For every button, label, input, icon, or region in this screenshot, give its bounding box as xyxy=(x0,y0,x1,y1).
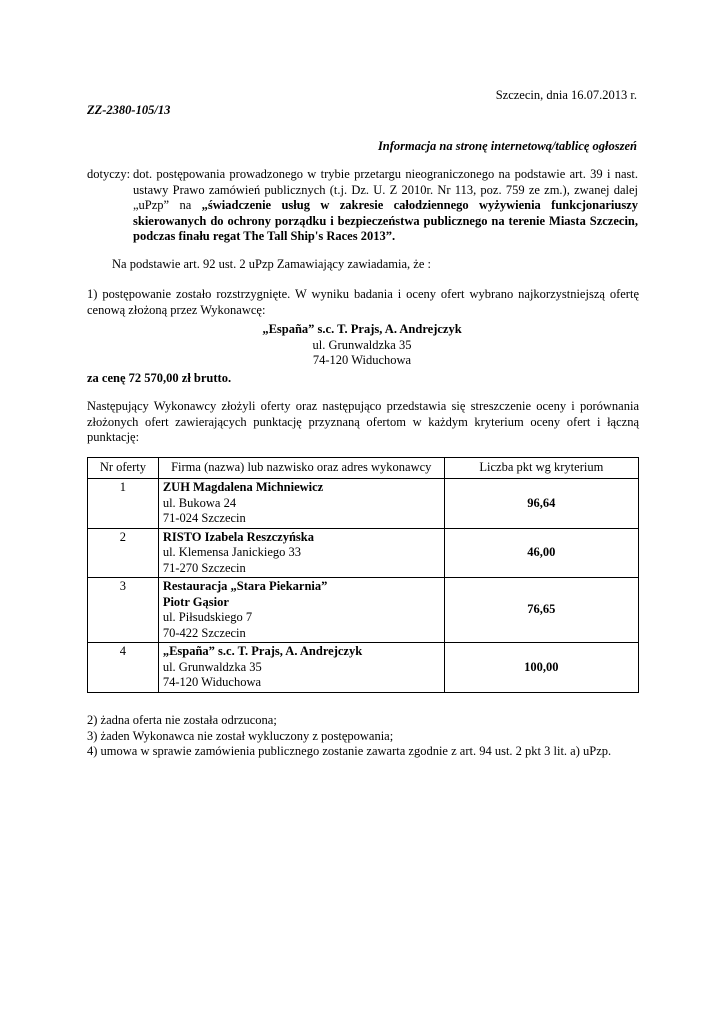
firm-owner: Piotr Gąsior xyxy=(162,594,229,609)
table-row xyxy=(88,528,639,578)
note-2: 2) żadna oferta nie została odrzucona; xyxy=(87,713,277,727)
offer-nr: 4 xyxy=(88,643,159,693)
offer-points: 96,64 xyxy=(444,479,638,529)
winner-name: „España” s.c. T. Prajs, A. Andrejczyk xyxy=(262,322,462,336)
offer-nr: 1 xyxy=(88,479,159,529)
legal-basis: Na podstawie art. 92 ust. 2 uPzp Zamawiający zawiadamia, że : xyxy=(112,257,431,271)
firm-city: 70-422 Szczecin xyxy=(162,625,246,640)
offer-firm xyxy=(158,528,444,578)
offer-points: 46,00 xyxy=(444,528,638,578)
dotyczy-subject: „świadczenie usług w zakresie całodziennego wyżywienia funkcjonariuszy skierowanych do ochrony porządku i bezpieczeństwa publicznego na terenie Miasta Szczecin, podczas finału regat The Tall Ship's Races 2013”. xyxy=(133,198,638,243)
winner-city: 74-120 Widuchowa xyxy=(312,353,412,367)
firm-name: ZUH Magdalena Michniewicz xyxy=(162,480,324,494)
dotyczy-plain: dot. postępowania prowadzonego w trybie przetargu nieograniczonego na podstawie art. 39 i nast. ustawy Prawo zamówień publicznych (t.j. Dz. U. Z 2010r. Nr 113, poz. 759 ze zm.), zwanej dalej „uPzp” na xyxy=(133,167,638,212)
offer-firm xyxy=(158,479,444,529)
reference-number: ZZ-2380-105/13 xyxy=(87,103,171,117)
dotyczy-text xyxy=(133,167,638,245)
offer-points: 76,65 xyxy=(444,578,638,643)
note-4: 4) umowa w sprawie zamówienia publicznego zostanie zawarta zgodnie z art. 94 ust. 2 pkt 3 lit. a) uPzp. xyxy=(87,744,612,758)
document-date: Szczecin, dnia 16.07.2013 r. xyxy=(495,88,637,102)
firm-name: „España” s.c. T. Prajs, A. Andrejczyk xyxy=(162,644,363,658)
firm-street: ul. Klemensa Janickiego 33 xyxy=(162,545,301,559)
offer-points: 100,00 xyxy=(444,643,638,693)
offer-nr: 3 xyxy=(88,578,159,643)
offer-firm xyxy=(158,643,444,693)
firm-city: 71-024 Szczecin xyxy=(162,511,246,525)
winner-block xyxy=(0,322,724,369)
header-points: Liczba pkt wg kryterium xyxy=(444,458,638,479)
firm-street: ul. Grunwaldzka 35 xyxy=(162,659,262,674)
table-row xyxy=(88,479,639,529)
info-title: Informacja na stronę internetową/tablicę ogłoszeń xyxy=(377,139,637,153)
firm-city: 74-120 Widuchowa xyxy=(162,675,262,689)
table-row xyxy=(88,578,639,643)
firm-street: ul. Piłsudskiego 7 xyxy=(162,610,253,624)
header-firm: Firma (nazwa) lub nazwisko oraz adres wykonawcy xyxy=(158,458,444,479)
offer-nr: 2 xyxy=(88,528,159,578)
firm-name: Restauracja „Stara Piekarnia” xyxy=(162,579,328,593)
notes-list xyxy=(87,713,611,760)
offers-table xyxy=(87,457,639,693)
table-row xyxy=(88,643,639,693)
table-header-row xyxy=(88,458,639,479)
firm-street: ul. Bukowa 24 xyxy=(162,495,237,510)
firm-city: 71-270 Szczecin xyxy=(162,560,246,575)
firm-name: RISTO Izabela Reszczyńska xyxy=(162,529,314,544)
summary-paragraph: Następujący Wykonawcy złożyli oferty oraz następująco przedstawia się streszczenie oceny i porównania złożonych ofert zawierających punktację przyznaną ofertom w każdym kryterium oceny ofert i łączną punktację: xyxy=(87,399,639,444)
dotyczy-label: dotyczy: xyxy=(87,167,131,181)
note-3: 3) żaden Wykonawca nie został wykluczony z postępowania; xyxy=(87,728,394,743)
winner-street: ul. Grunwaldzka 35 xyxy=(312,337,412,352)
header-nr: Nr oferty xyxy=(88,458,159,479)
point-1: 1) postępowanie zostało rozstrzygnięte. W wyniku badania i oceny ofert wybrano najkorzystniejszą ofertę cenową złożoną przez Wykonawcę: xyxy=(87,287,639,317)
offer-firm xyxy=(158,578,444,643)
winning-price: za cenę 72 570,00 zł brutto. xyxy=(87,371,232,385)
